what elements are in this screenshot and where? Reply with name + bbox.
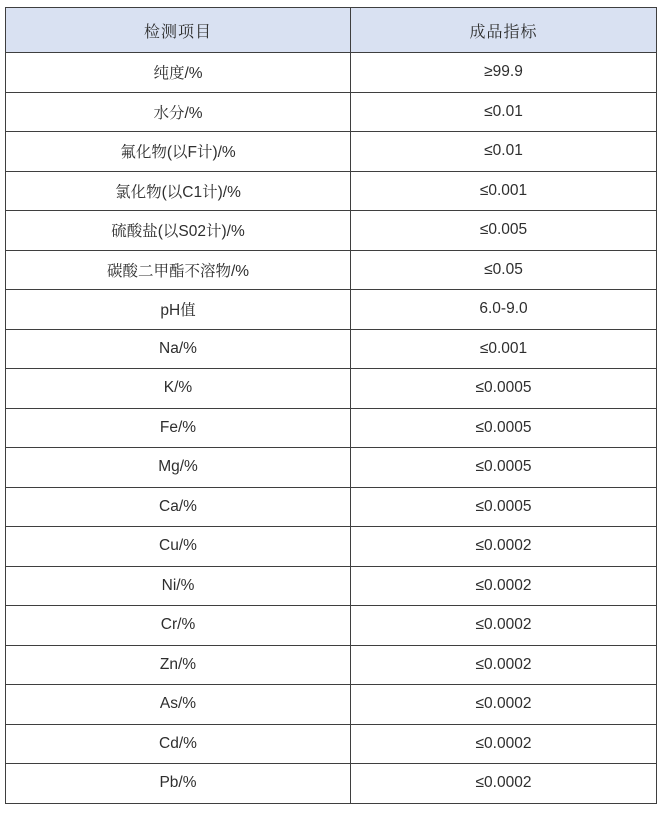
test-item-cell: Zn/% — [6, 645, 351, 685]
spec-value-cell: ≥99.9 — [351, 53, 657, 93]
spec-value-cell: ≤0.01 — [351, 92, 657, 132]
test-item-cell: 硫酸盐(以S02计)/% — [6, 211, 351, 251]
spec-table — [5, 7, 657, 804]
table-row — [6, 250, 657, 290]
table-row — [6, 211, 657, 251]
spec-value-cell: ≤0.001 — [351, 329, 657, 369]
spec-value-cell: ≤0.0002 — [351, 724, 657, 764]
table-row — [6, 724, 657, 764]
test-item-cell: 碳酸二甲酯不溶物/% — [6, 250, 351, 290]
spec-value-cell: ≤0.0005 — [351, 369, 657, 409]
test-item-cell: 氟化物(以F计)/% — [6, 132, 351, 172]
table-row — [6, 369, 657, 409]
table-row — [6, 290, 657, 330]
test-item-cell: 纯度/% — [6, 53, 351, 93]
test-item-cell: 水分/% — [6, 92, 351, 132]
spec-value-cell: ≤0.0002 — [351, 645, 657, 685]
table-row — [6, 171, 657, 211]
test-item-cell: K/% — [6, 369, 351, 409]
test-item-cell: Cu/% — [6, 527, 351, 567]
test-item-cell: Ni/% — [6, 566, 351, 606]
table-row — [6, 645, 657, 685]
column-header-product-spec: 成品指标 — [351, 8, 657, 53]
spec-value-cell: ≤0.005 — [351, 211, 657, 251]
spec-value-cell: ≤0.0005 — [351, 408, 657, 448]
table-row — [6, 487, 657, 527]
spec-value-cell: ≤0.001 — [351, 171, 657, 211]
header-row — [6, 8, 657, 53]
spec-value-cell: ≤0.05 — [351, 250, 657, 290]
spec-value-cell: ≤0.0005 — [351, 487, 657, 527]
table-row — [6, 685, 657, 725]
table-row — [6, 408, 657, 448]
table-row — [6, 606, 657, 646]
spec-value-cell: 6.0-9.0 — [351, 290, 657, 330]
test-item-cell: Fe/% — [6, 408, 351, 448]
table-body — [6, 53, 657, 804]
spec-value-cell: ≤0.0002 — [351, 527, 657, 567]
spec-value-cell: ≤0.0002 — [351, 685, 657, 725]
table-row — [6, 527, 657, 567]
spec-value-cell: ≤0.0002 — [351, 606, 657, 646]
table-row — [6, 566, 657, 606]
table-row — [6, 329, 657, 369]
test-item-cell: Na/% — [6, 329, 351, 369]
spec-value-cell: ≤0.01 — [351, 132, 657, 172]
test-item-cell: 氯化物(以C1计)/% — [6, 171, 351, 211]
table-row — [6, 764, 657, 804]
test-item-cell: As/% — [6, 685, 351, 725]
column-header-test-item: 检测项目 — [6, 8, 351, 53]
test-item-cell: Pb/% — [6, 764, 351, 804]
test-item-cell: pH值 — [6, 290, 351, 330]
table-row — [6, 448, 657, 488]
test-item-cell: Ca/% — [6, 487, 351, 527]
test-item-cell: Cr/% — [6, 606, 351, 646]
table-row — [6, 53, 657, 93]
test-item-cell: Mg/% — [6, 448, 351, 488]
spec-value-cell: ≤0.0002 — [351, 764, 657, 804]
table-row — [6, 92, 657, 132]
table-row — [6, 132, 657, 172]
test-item-cell: Cd/% — [6, 724, 351, 764]
spec-value-cell: ≤0.0005 — [351, 448, 657, 488]
spec-value-cell: ≤0.0002 — [351, 566, 657, 606]
